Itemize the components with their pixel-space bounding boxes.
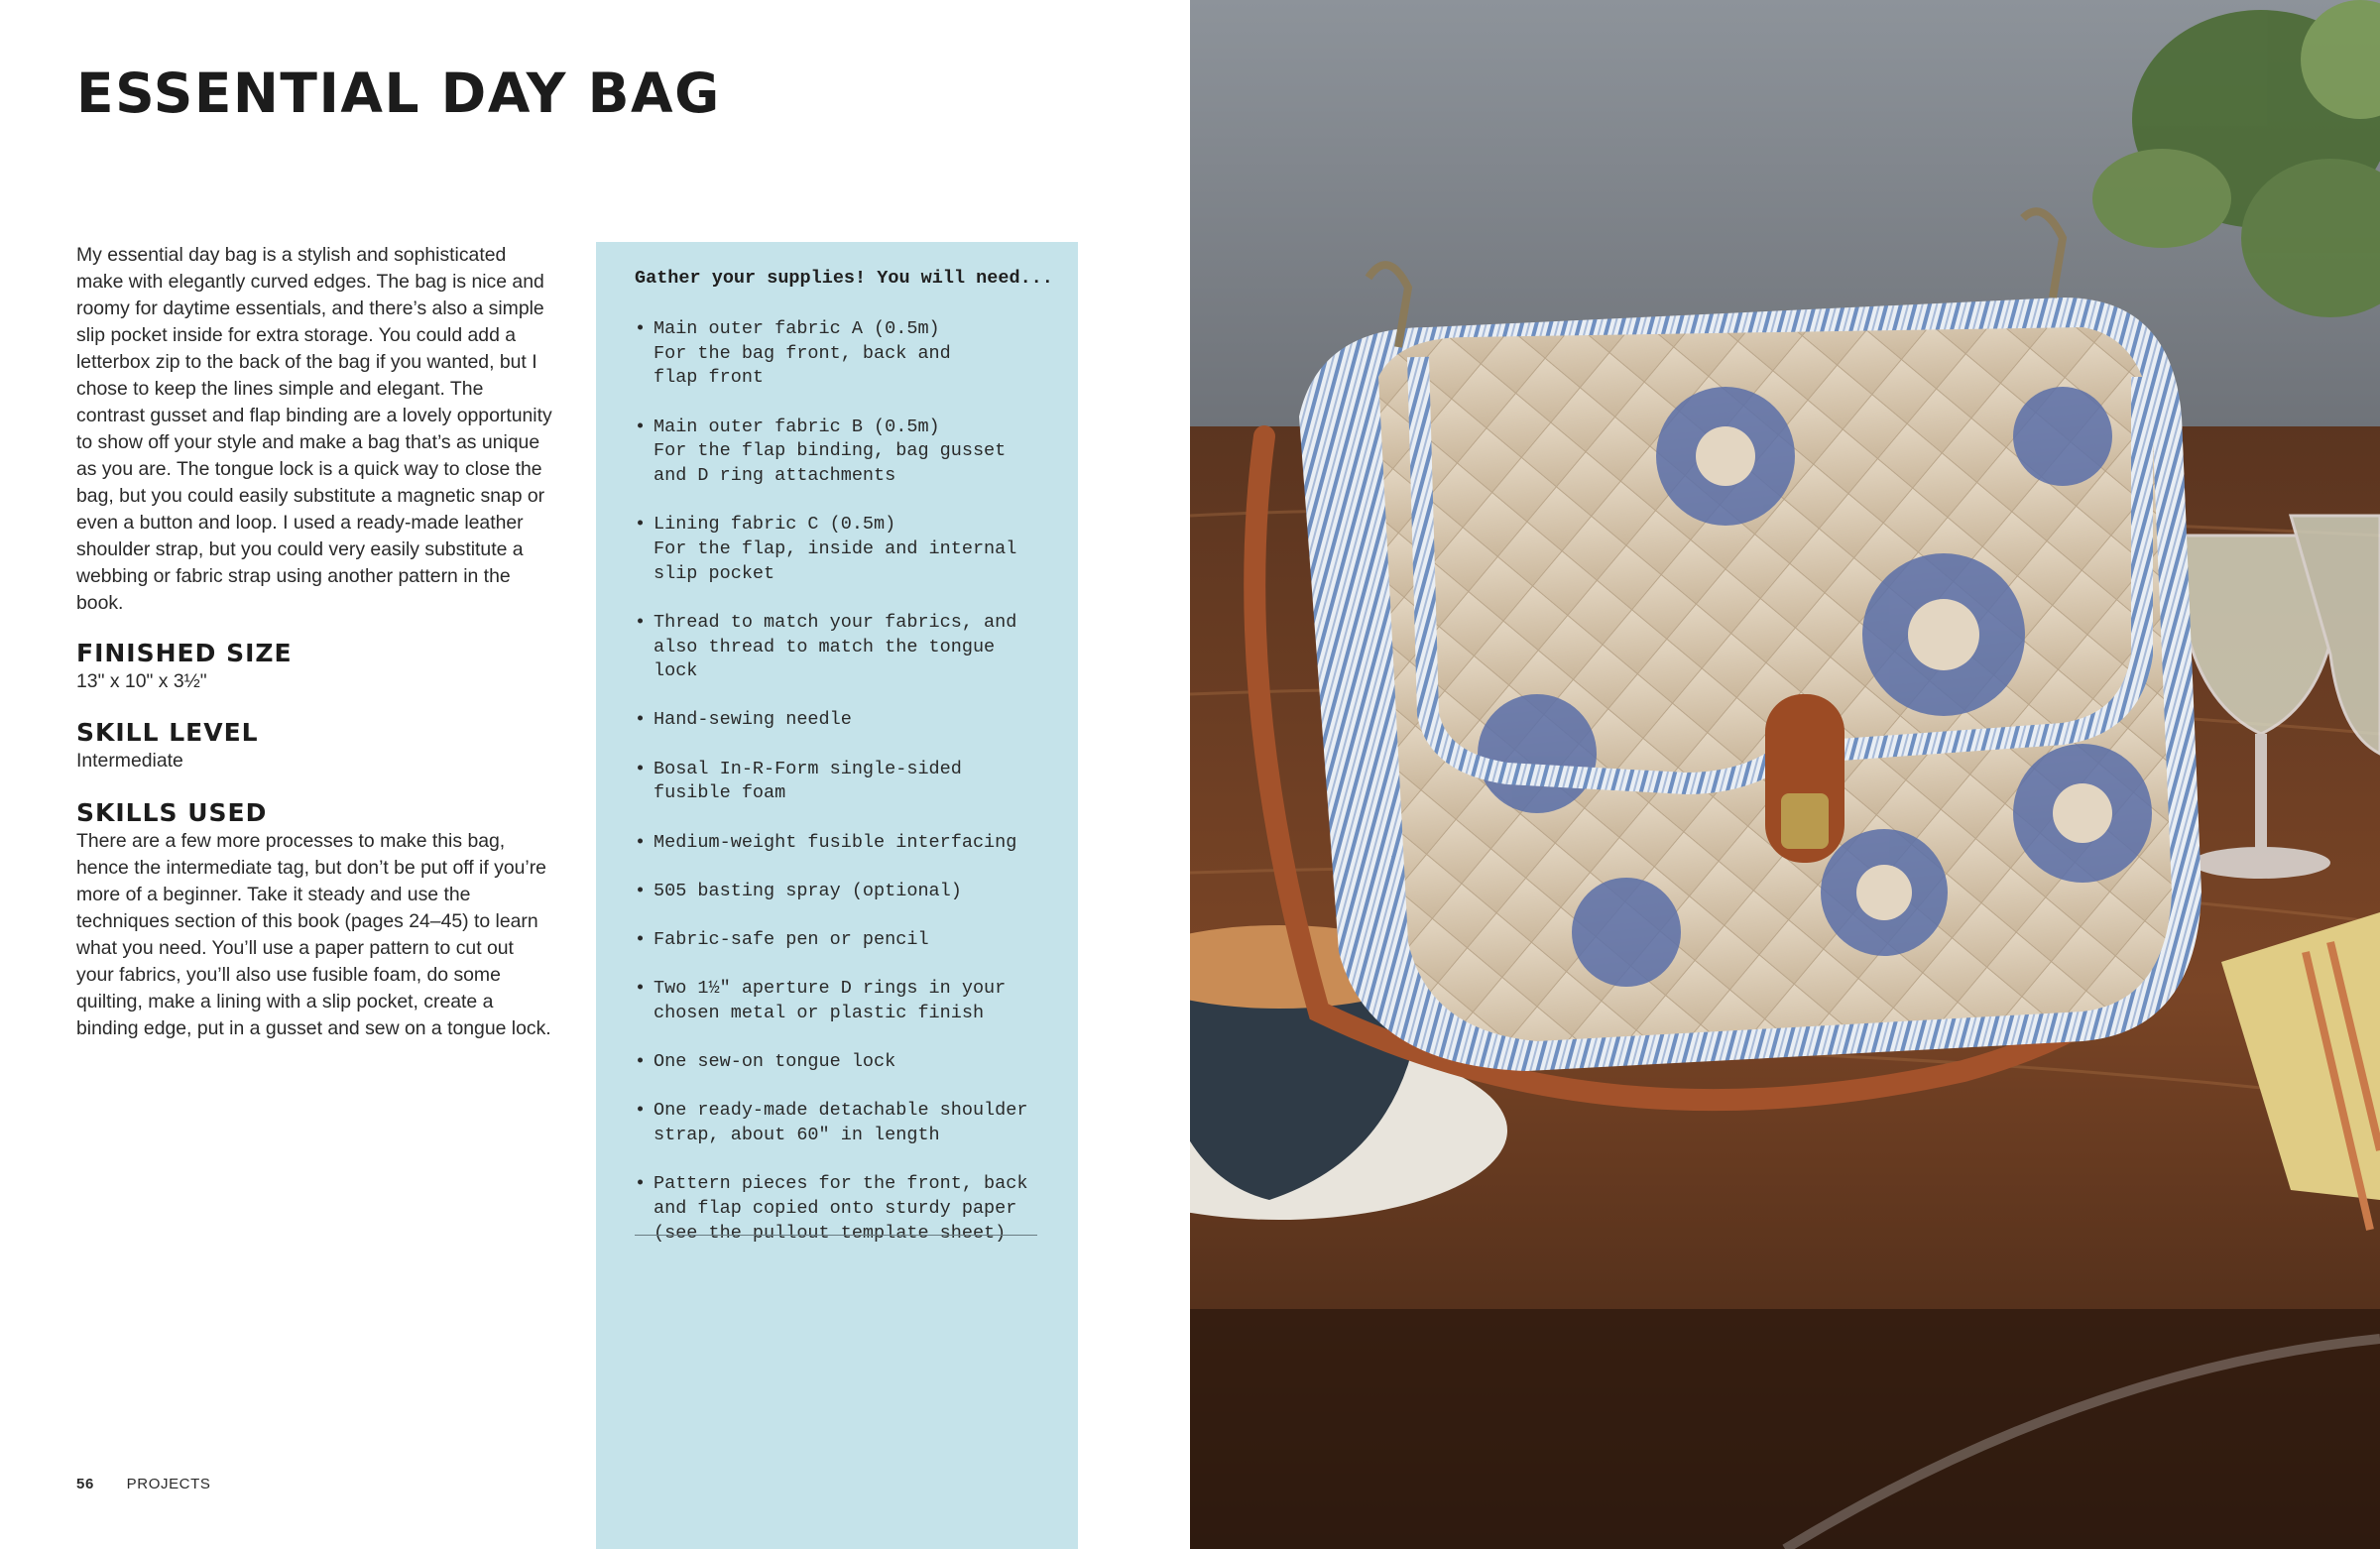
supply-item-line: For the bag front, back and [654, 342, 951, 364]
skill-level-section [76, 718, 554, 774]
supply-item-line: • Medium-weight fusible interfacing [654, 831, 1017, 853]
skill-level-heading: SKILL LEVEL [76, 718, 259, 747]
bag-photo-illustration [1190, 0, 2380, 1549]
supply-item-line: (see the pullout template sheet) [654, 1222, 1007, 1244]
supply-item-line: • Pattern pieces for the front, back [654, 1173, 1028, 1195]
page-footer [76, 1476, 210, 1492]
skills-used-text: There are a few more processes to make this bag, hence the intermediate tag, but don’t be put off if you’re more of a beginner. Take it steady and use the techniques section of this book (pages 24–45) to learn what you need. You’ll use a paper pattern to cut out your fabrics, you’ll also use fusible foam, do some quilting, make a lining with a slip pocket, create a binding edge, put in a gusset and sew on a tongue lock. [76, 830, 551, 1039]
supply-item [635, 611, 1041, 684]
supply-item-line: strap, about 60" in length [654, 1124, 940, 1145]
supply-item-line: • Thread to match your fabrics, and [654, 611, 1017, 633]
supply-item-line: • Fabric-safe pen or pencil [654, 928, 929, 950]
bag-photo [1190, 0, 2380, 1549]
supply-item-line: slip pocket [654, 562, 775, 584]
supply-item [635, 977, 1041, 1025]
supply-item-line: • One sew-on tongue lock [654, 1051, 896, 1073]
page-title: ESSENTIAL DAY BAG [76, 61, 721, 125]
supply-item-line: For the flap binding, bag gusset [654, 440, 1007, 462]
supply-item [635, 928, 1041, 953]
supply-item-line: • Two 1½" aperture D rings in your [654, 978, 1007, 1000]
skill-level-value: Intermediate [76, 750, 183, 772]
supply-item-line: and flap copied onto sturdy paper [654, 1197, 1017, 1219]
supplies-list [635, 317, 1041, 1270]
supply-item-line: • Hand-sewing needle [654, 709, 852, 731]
finished-size-heading: FINISHED SIZE [76, 639, 293, 667]
bag [1299, 211, 2202, 1071]
supply-item [635, 317, 1041, 391]
supply-item [635, 880, 1041, 904]
supply-item-line: and D ring attachments [654, 465, 896, 487]
skills-used-heading: SKILLS USED [76, 798, 268, 827]
section-name: PROJECTS [126, 1476, 211, 1492]
supplies-divider [635, 1235, 1037, 1236]
supply-item-line: chosen metal or plastic finish [654, 1002, 985, 1023]
skills-used-section [76, 798, 554, 1042]
supply-item-line: • Main outer fabric A (0.5m) [654, 318, 940, 339]
supply-item-line: For the flap, inside and internal [654, 537, 1017, 559]
finished-size-section [76, 639, 554, 695]
supply-item [635, 1099, 1041, 1147]
supply-item-line: fusible foam [654, 782, 786, 804]
page-number: 56 [76, 1476, 94, 1492]
supply-item-line: • 505 basting spray (optional) [654, 880, 962, 901]
supply-item-line: flap front [654, 367, 765, 389]
supply-item-line: • Main outer fabric B (0.5m) [654, 416, 940, 437]
supply-item-line: • Lining fabric C (0.5m) [654, 514, 896, 536]
supplies-heading: Gather your supplies! You will need... [635, 268, 1053, 289]
intro-paragraph: My essential day bag is a stylish and sophisticated make with elegantly curved edges. The bag is nice and roomy for daytime essentials, and there’s also a simple slip pocket inside for extra storage. You could add a letterbox zip to the back of the bag if you wanted, but I chose to keep the lines simple and elegant. The contrast gusset and flap binding are a lovely opportunity to show off your style and make a bag that’s as unique as you are. The tongue lock is a quick way to close the bag, but you could easily substitute a magnetic snap or even a button and loop. I used a ready-made leather shoulder strap, but you could very easily substitute a webbing or fabric strap using another pattern in the book. [76, 244, 552, 614]
supply-item [635, 708, 1041, 733]
supply-item-line: also thread to match the tongue lock [654, 636, 996, 682]
supply-item [635, 758, 1041, 806]
supply-item-line: • One ready-made detachable shoulder [654, 1100, 1028, 1122]
supply-item [635, 1050, 1041, 1075]
supply-item [635, 513, 1041, 586]
supply-item [635, 416, 1041, 489]
supply-item [635, 831, 1041, 856]
finished-size-value: 13" x 10" x 3½" [76, 670, 207, 692]
supply-item-line: • Bosal In-R-Form single-sided [654, 758, 962, 779]
